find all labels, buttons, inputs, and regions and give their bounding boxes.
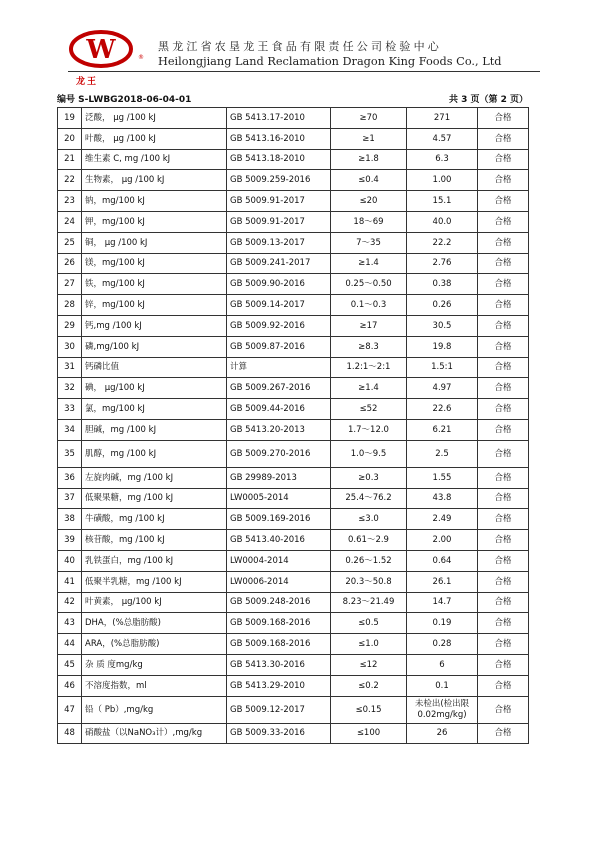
specification-cell: 0.1～0.3 (331, 295, 407, 316)
table-row (58, 592, 529, 613)
test-result-cell: 0.26 (407, 295, 478, 316)
test-method-cell: GB 5009.270-2016 (227, 440, 331, 467)
test-result-cell: 40.0 (407, 211, 478, 232)
row-number-cell: 22 (58, 170, 82, 191)
test-method-cell: GB 5413.17-2010 (227, 108, 331, 129)
results-table (57, 107, 529, 744)
judgement-cell: 合格 (478, 357, 529, 378)
test-item-cell: 左旋肉碱，mg /100 kJ (82, 467, 227, 488)
specification-cell: 7～35 (331, 232, 407, 253)
test-method-cell: 计算 (227, 357, 331, 378)
test-result-cell: 15.1 (407, 191, 478, 212)
specification-cell: ≤1.0 (331, 634, 407, 655)
row-number-cell: 47 (58, 696, 82, 723)
test-method-cell: GB 5413.40-2016 (227, 530, 331, 551)
specification-cell: 1.0～9.5 (331, 440, 407, 467)
test-method-cell: GB 5413.16-2010 (227, 128, 331, 149)
table-row (58, 232, 529, 253)
specification-cell: 1.7～12.0 (331, 419, 407, 440)
row-number-cell: 43 (58, 613, 82, 634)
test-method-cell: LW0006-2014 (227, 571, 331, 592)
judgement-cell: 合格 (478, 634, 529, 655)
test-result-cell: 4.57 (407, 128, 478, 149)
test-method-cell: GB 5413.20-2013 (227, 419, 331, 440)
logo-subtext: 龙王 (76, 77, 99, 87)
test-method-cell: GB 29989-2013 (227, 467, 331, 488)
table-row (58, 419, 529, 440)
test-result-cell: 0.1 (407, 675, 478, 696)
test-method-cell: GB 5009.92-2016 (227, 315, 331, 336)
table-row (58, 253, 529, 274)
test-method-cell: GB 5009.91-2017 (227, 211, 331, 232)
test-method-cell: GB 5413.30-2016 (227, 654, 331, 675)
test-result-cell: 0.38 (407, 274, 478, 295)
test-method-cell: GB 5009.44-2016 (227, 399, 331, 420)
judgement-cell: 合格 (478, 232, 529, 253)
specification-cell: ≤0.5 (331, 613, 407, 634)
judgement-cell: 合格 (478, 315, 529, 336)
test-method-cell: GB 5009.169-2016 (227, 509, 331, 530)
test-result-cell: 14.7 (407, 592, 478, 613)
specification-cell: 20.3～50.8 (331, 571, 407, 592)
specification-cell: ≥1.8 (331, 149, 407, 170)
test-item-cell: 硝酸盐（以NaNO₃计）,mg/kg (82, 723, 227, 744)
judgement-cell: 合格 (478, 170, 529, 191)
table-row (58, 191, 529, 212)
judgement-cell: 合格 (478, 723, 529, 744)
specification-cell: ≤0.15 (331, 696, 407, 723)
judgement-cell: 合格 (478, 675, 529, 696)
table-row (58, 149, 529, 170)
judgement-cell: 合格 (478, 696, 529, 723)
test-item-cell: 胆碱，mg /100 kJ (82, 419, 227, 440)
row-number-cell: 34 (58, 419, 82, 440)
row-number-cell: 36 (58, 467, 82, 488)
specification-cell: 18～69 (331, 211, 407, 232)
table-row (58, 571, 529, 592)
specification-cell: ≥1 (331, 128, 407, 149)
table-row (58, 509, 529, 530)
test-item-cell: 铅（ Pb）,mg/kg (82, 696, 227, 723)
test-item-cell: 低聚半乳糖，mg /100 kJ (82, 571, 227, 592)
specification-cell: ≤100 (331, 723, 407, 744)
row-number-cell: 39 (58, 530, 82, 551)
test-item-cell: 泛酸， μg /100 kJ (82, 108, 227, 129)
test-method-cell: GB 5413.29-2010 (227, 675, 331, 696)
judgement-cell: 合格 (478, 211, 529, 232)
row-number-cell: 35 (58, 440, 82, 467)
judgement-cell: 合格 (478, 399, 529, 420)
specification-cell: 8.23～21.49 (331, 592, 407, 613)
judgement-cell: 合格 (478, 509, 529, 530)
table-row (58, 550, 529, 571)
table-row (58, 654, 529, 675)
test-method-cell: GB 5009.14-2017 (227, 295, 331, 316)
test-result-cell: 26 (407, 723, 478, 744)
test-item-cell: 铁，mg/100 kJ (82, 274, 227, 295)
results-table-body (58, 108, 529, 744)
table-row (58, 675, 529, 696)
table-row (58, 613, 529, 634)
registered-mark: ® (138, 54, 144, 61)
table-row (58, 128, 529, 149)
row-number-cell: 40 (58, 550, 82, 571)
specification-cell: 0.61～2.9 (331, 530, 407, 551)
test-item-cell: 碘， μg/100 kJ (82, 378, 227, 399)
test-method-cell: GB 5009.12-2017 (227, 696, 331, 723)
row-number-cell: 44 (58, 634, 82, 655)
test-method-cell: GB 5009.241-2017 (227, 253, 331, 274)
test-item-cell: 镁，mg/100 kJ (82, 253, 227, 274)
table-row (58, 336, 529, 357)
test-result-cell: 2.5 (407, 440, 478, 467)
row-number-cell: 32 (58, 378, 82, 399)
specification-cell: ≤12 (331, 654, 407, 675)
judgement-cell: 合格 (478, 149, 529, 170)
specification-cell: 0.25～0.50 (331, 274, 407, 295)
judgement-cell: 合格 (478, 191, 529, 212)
judgement-cell: 合格 (478, 467, 529, 488)
test-method-cell: GB 5413.18-2010 (227, 149, 331, 170)
test-item-cell: DHA，(%总脂肪酸) (82, 613, 227, 634)
test-result-cell: 未检出(检出限0.02mg/kg) (407, 696, 478, 723)
test-method-cell: GB 5009.259-2016 (227, 170, 331, 191)
row-number-cell: 29 (58, 315, 82, 336)
row-number-cell: 27 (58, 274, 82, 295)
test-item-cell: 不溶度指数，ml (82, 675, 227, 696)
row-number-cell: 21 (58, 149, 82, 170)
test-method-cell: GB 5009.267-2016 (227, 378, 331, 399)
test-item-cell: 叶黄素， μg/100 kJ (82, 592, 227, 613)
row-number-cell: 37 (58, 488, 82, 509)
test-method-cell: GB 5009.33-2016 (227, 723, 331, 744)
test-result-cell: 0.28 (407, 634, 478, 655)
test-method-cell: GB 5009.13-2017 (227, 232, 331, 253)
company-name-cn: 黑龙江省农垦龙王食品有限责任公司检验中心 (158, 40, 442, 53)
test-method-cell: GB 5009.87-2016 (227, 336, 331, 357)
table-row (58, 467, 529, 488)
test-item-cell: 低聚果糖，mg /100 kJ (82, 488, 227, 509)
test-result-cell: 2.76 (407, 253, 478, 274)
test-result-cell: 2.49 (407, 509, 478, 530)
row-number-cell: 41 (58, 571, 82, 592)
test-result-cell: 30.5 (407, 315, 478, 336)
table-row (58, 211, 529, 232)
row-number-cell: 20 (58, 128, 82, 149)
specification-cell: 25.4～76.2 (331, 488, 407, 509)
row-number-cell: 45 (58, 654, 82, 675)
test-item-cell: 乳铁蛋白，mg /100 kJ (82, 550, 227, 571)
specification-cell: ≤52 (331, 399, 407, 420)
specification-cell: 1.2:1～2:1 (331, 357, 407, 378)
specification-cell: ≥1.4 (331, 378, 407, 399)
row-number-cell: 48 (58, 723, 82, 744)
table-row (58, 108, 529, 129)
specification-cell: 0.26～1.52 (331, 550, 407, 571)
test-result-cell: 4.97 (407, 378, 478, 399)
table-row (58, 315, 529, 336)
test-item-cell: 牛磺酸，mg /100 kJ (82, 509, 227, 530)
test-method-cell: GB 5009.90-2016 (227, 274, 331, 295)
test-item-cell: 钾，mg/100 kJ (82, 211, 227, 232)
row-number-cell: 30 (58, 336, 82, 357)
test-result-cell: 6 (407, 654, 478, 675)
test-result-cell: 6.21 (407, 419, 478, 440)
specification-cell: ≥70 (331, 108, 407, 129)
test-result-cell: 19.8 (407, 336, 478, 357)
test-item-cell: 生物素， μg /100 kJ (82, 170, 227, 191)
test-item-cell: 钙,mg /100 kJ (82, 315, 227, 336)
header-divider (68, 71, 540, 72)
logo-letter: W (86, 35, 116, 65)
judgement-cell: 合格 (478, 488, 529, 509)
judgement-cell: 合格 (478, 571, 529, 592)
table-row (58, 399, 529, 420)
table-row (58, 634, 529, 655)
test-item-cell: 肌醇，mg /100 kJ (82, 440, 227, 467)
test-method-cell: GB 5009.168-2016 (227, 613, 331, 634)
specification-cell: ≥8.3 (331, 336, 407, 357)
table-row (58, 357, 529, 378)
table-row (58, 440, 529, 467)
specification-cell: ≤0.2 (331, 675, 407, 696)
row-number-cell: 19 (58, 108, 82, 129)
row-number-cell: 31 (58, 357, 82, 378)
test-method-cell: GB 5009.168-2016 (227, 634, 331, 655)
specification-cell: ≥0.3 (331, 467, 407, 488)
test-result-cell: 0.64 (407, 550, 478, 571)
table-row (58, 696, 529, 723)
test-result-cell: 1.55 (407, 467, 478, 488)
test-item-cell: 钙磷比值 (82, 357, 227, 378)
judgement-cell: 合格 (478, 253, 529, 274)
test-item-cell: 核苷酸，mg /100 kJ (82, 530, 227, 551)
test-method-cell: GB 5009.91-2017 (227, 191, 331, 212)
test-result-cell: 26.1 (407, 571, 478, 592)
document-number: 编号 S-LWBG2018-06-04-01 (57, 95, 192, 105)
row-number-cell: 38 (58, 509, 82, 530)
test-item-cell: 铜， μg /100 kJ (82, 232, 227, 253)
test-result-cell: 43.8 (407, 488, 478, 509)
test-result-cell: 6.3 (407, 149, 478, 170)
test-result-cell: 271 (407, 108, 478, 129)
test-result-cell: 0.19 (407, 613, 478, 634)
company-logo (68, 28, 140, 72)
table-row (58, 295, 529, 316)
row-number-cell: 28 (58, 295, 82, 316)
page-indicator: 共 3 页（第 2 页） (448, 95, 528, 105)
test-result-cell: 1.5:1 (407, 357, 478, 378)
specification-cell: ≥17 (331, 315, 407, 336)
row-number-cell: 23 (58, 191, 82, 212)
test-method-cell: GB 5009.248-2016 (227, 592, 331, 613)
judgement-cell: 合格 (478, 378, 529, 399)
test-result-cell: 22.2 (407, 232, 478, 253)
judgement-cell: 合格 (478, 654, 529, 675)
judgement-cell: 合格 (478, 592, 529, 613)
test-result-cell: 22.6 (407, 399, 478, 420)
specification-cell: ≤0.4 (331, 170, 407, 191)
table-row (58, 170, 529, 191)
judgement-cell: 合格 (478, 295, 529, 316)
table-row (58, 723, 529, 744)
judgement-cell: 合格 (478, 613, 529, 634)
judgement-cell: 合格 (478, 419, 529, 440)
test-item-cell: 锌，mg/100 kJ (82, 295, 227, 316)
row-number-cell: 42 (58, 592, 82, 613)
judgement-cell: 合格 (478, 550, 529, 571)
judgement-cell: 合格 (478, 128, 529, 149)
test-method-cell: LW0004-2014 (227, 550, 331, 571)
specification-cell: ≤3.0 (331, 509, 407, 530)
test-item-cell: 氯，mg/100 kJ (82, 399, 227, 420)
table-row (58, 378, 529, 399)
row-number-cell: 26 (58, 253, 82, 274)
judgement-cell: 合格 (478, 108, 529, 129)
row-number-cell: 46 (58, 675, 82, 696)
table-row (58, 488, 529, 509)
test-result-cell: 1.00 (407, 170, 478, 191)
row-number-cell: 25 (58, 232, 82, 253)
specification-cell: ≤20 (331, 191, 407, 212)
judgement-cell: 合格 (478, 440, 529, 467)
table-row (58, 530, 529, 551)
test-item-cell: ARA，(%总脂肪酸) (82, 634, 227, 655)
table-row (58, 274, 529, 295)
judgement-cell: 合格 (478, 530, 529, 551)
report-meta (57, 92, 528, 106)
company-name-en: Heilongjiang Land Reclamation Dragon King Foods Co., Ltd (158, 55, 502, 68)
judgement-cell: 合格 (478, 336, 529, 357)
test-item-cell: 磷,mg/100 kJ (82, 336, 227, 357)
row-number-cell: 33 (58, 399, 82, 420)
judgement-cell: 合格 (478, 274, 529, 295)
test-result-cell: 2.00 (407, 530, 478, 551)
test-item-cell: 维生素 C, mg /100 kJ (82, 149, 227, 170)
test-item-cell: 杂 质 度mg/kg (82, 654, 227, 675)
test-item-cell: 钠，mg/100 kJ (82, 191, 227, 212)
test-method-cell: LW0005-2014 (227, 488, 331, 509)
row-number-cell: 24 (58, 211, 82, 232)
test-item-cell: 叶酸， μg /100 kJ (82, 128, 227, 149)
specification-cell: ≥1.4 (331, 253, 407, 274)
